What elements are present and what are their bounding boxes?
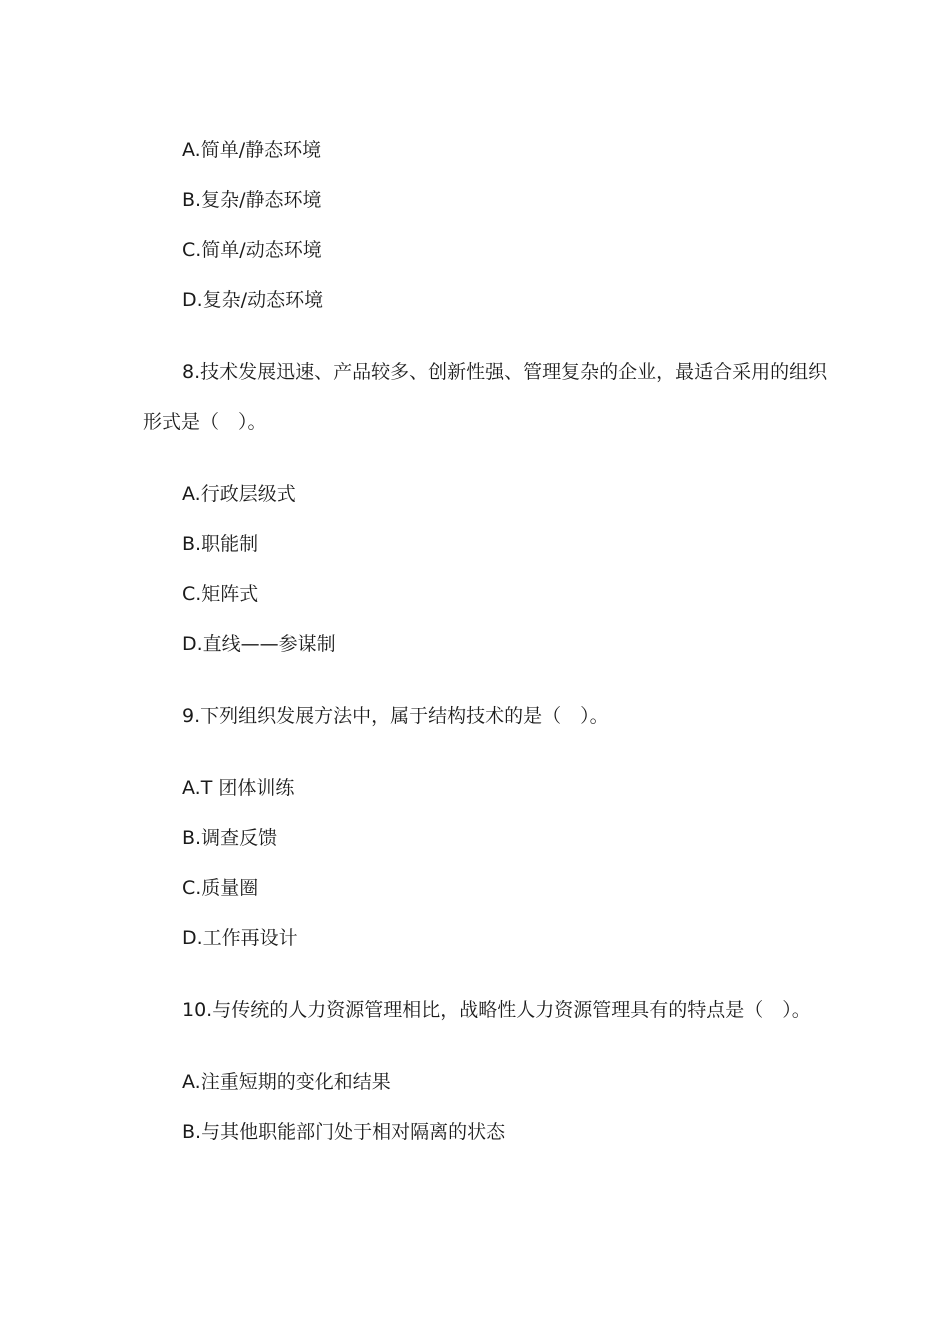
- q9-option-b: B.调查反馈: [182, 827, 278, 849]
- q8-option-a: A.行政层级式: [182, 483, 296, 505]
- q9-stem: 9.下列组织发展方法中，属于结构技术的是（ ）。: [182, 705, 609, 727]
- q7-option-b: B.复杂/静态环境: [182, 189, 322, 211]
- q7-option-a: A.简单/静态环境: [182, 139, 322, 161]
- q8-option-d: D.直线——参谋制: [182, 633, 336, 655]
- q10-stem: 10.与传统的人力资源管理相比，战略性人力资源管理具有的特点是（ ）。: [182, 999, 811, 1021]
- q8-stem-line2: 形式是（ ）。: [143, 411, 267, 433]
- q10-option-a: A.注重短期的变化和结果: [182, 1071, 391, 1093]
- q8-option-c: C.矩阵式: [182, 583, 259, 605]
- q10-option-b: B.与其他职能部门处于相对隔离的状态: [182, 1121, 506, 1143]
- q8-option-b: B.职能制: [182, 533, 259, 555]
- q7-option-c: C.简单/动态环境: [182, 239, 322, 261]
- q9-option-a: A.T 团体训练: [182, 777, 295, 799]
- q9-option-c: C.质量圈: [182, 877, 259, 899]
- q9-option-d: D.工作再设计: [182, 927, 298, 949]
- q7-option-d: D.复杂/动态环境: [182, 289, 324, 311]
- q8-stem-line1: 8.技术发展迅速、产品较多、创新性强、管理复杂的企业，最适合采用的组织: [182, 361, 828, 383]
